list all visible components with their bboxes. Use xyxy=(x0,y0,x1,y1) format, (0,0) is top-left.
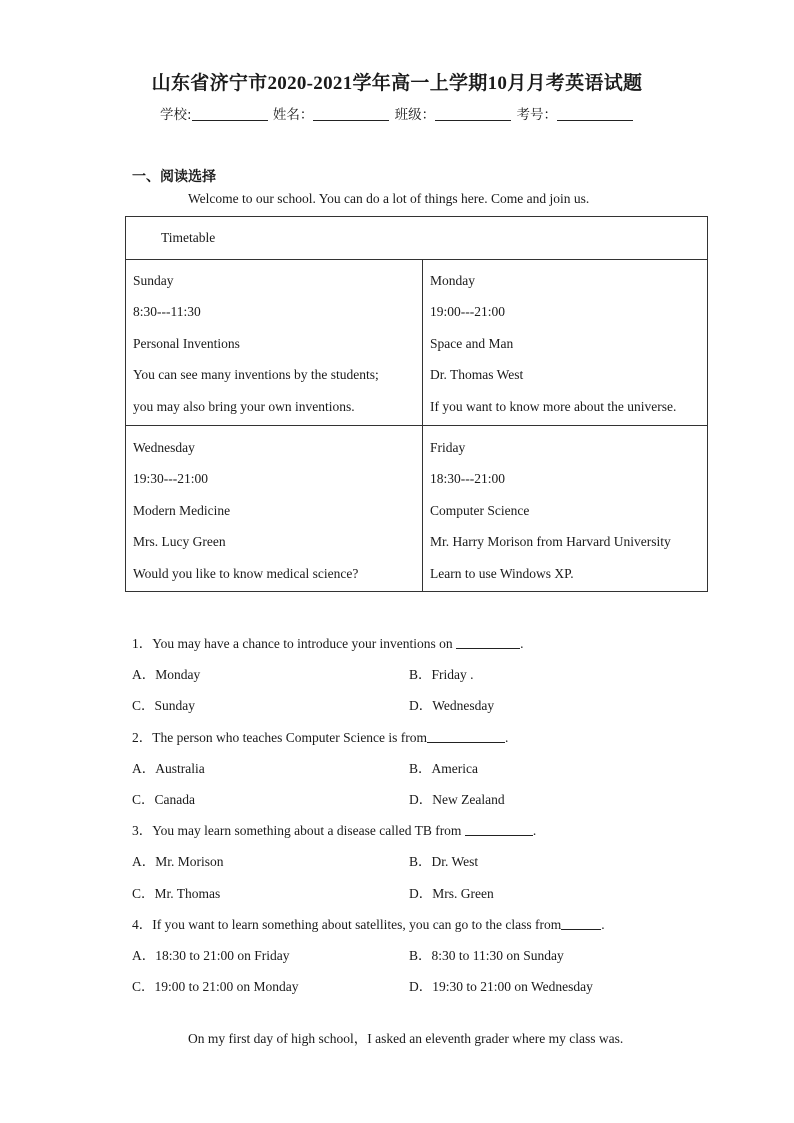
question-end: . xyxy=(520,636,524,651)
cell-line: Personal Inventions xyxy=(133,335,240,351)
name-blank[interactable] xyxy=(313,107,389,121)
cell-line: 19:00---21:00 xyxy=(430,304,505,320)
cell-line: you may also bring your own inventions. xyxy=(133,398,355,414)
question-stem xyxy=(132,726,508,746)
option-a[interactable]: A．Monday xyxy=(132,667,201,682)
option-b[interactable]: B．Friday . xyxy=(409,667,474,682)
school-label: 学校: xyxy=(160,107,192,123)
question-end: . xyxy=(505,730,509,745)
class-blank[interactable] xyxy=(435,107,511,121)
cell-line: Monday xyxy=(430,273,475,288)
timetable-heading: Timetable xyxy=(161,230,216,245)
passage-intro: Welcome to our school. You can do a lot of things here. Come and join us. xyxy=(188,191,590,206)
option-b[interactable]: B．Dr. West xyxy=(409,854,479,869)
timetable-cell-sunday xyxy=(133,270,379,427)
class-label: 班级： xyxy=(394,107,436,123)
option-d[interactable]: D．Mrs. Green xyxy=(409,886,494,901)
option-c[interactable]: C．Canada xyxy=(132,792,195,807)
cell-line: Dr. Thomas West xyxy=(430,367,524,383)
question-stem xyxy=(132,632,523,652)
answer-blank[interactable] xyxy=(561,917,601,930)
cell-line: Would you like to know medical science? xyxy=(133,565,359,581)
page-title: 山东省济宁市2020-2021学年高一上学期10月月考英语试题 xyxy=(151,73,643,94)
question-stem xyxy=(132,819,536,839)
cell-line: Mrs. Lucy Green xyxy=(133,534,226,550)
cell-line: Friday xyxy=(430,440,466,455)
option-a[interactable]: A．18:30 to 21:00 on Friday xyxy=(132,948,290,963)
option-c[interactable]: C．Sunday xyxy=(132,698,196,713)
cell-line: You can see many inventions by the students; xyxy=(133,367,379,383)
timetable xyxy=(125,216,708,592)
question-end: . xyxy=(601,917,605,932)
cell-line: Wednesday xyxy=(133,440,195,455)
answer-blank[interactable] xyxy=(427,730,505,743)
timetable-cell-wednesday xyxy=(133,437,358,594)
option-d[interactable]: D．New Zealand xyxy=(409,792,505,807)
question-text: 3．You may learn something about a disease called TB from xyxy=(132,823,462,838)
school-blank[interactable] xyxy=(192,107,268,121)
cell-line: 18:30---21:00 xyxy=(430,471,505,487)
option-c[interactable]: C．19:00 to 21:00 on Monday xyxy=(132,979,299,994)
option-b[interactable]: B．America xyxy=(409,761,478,776)
section-heading: 一、阅读选择 xyxy=(132,169,216,185)
option-d[interactable]: D．19:30 to 21:00 on Wednesday xyxy=(409,979,593,994)
next-passage-first-line: On my first day of high school，I asked an eleventh grader where my class was. xyxy=(188,1031,624,1046)
number-blank[interactable] xyxy=(557,107,633,121)
option-c[interactable]: C．Mr. Thomas xyxy=(132,886,221,901)
cell-line: Sunday xyxy=(133,273,174,288)
timetable-cell-friday xyxy=(430,437,671,594)
answer-blank[interactable] xyxy=(456,636,520,649)
cell-line: Modern Medicine xyxy=(133,502,231,518)
cell-line: Mr. Harry Morison from Harvard University xyxy=(430,534,671,550)
student-info-line xyxy=(160,103,634,123)
answer-blank[interactable] xyxy=(465,823,533,836)
timetable-column-divider xyxy=(422,259,423,592)
timetable-cell-monday xyxy=(430,270,676,427)
option-b[interactable]: B．8:30 to 11:30 on Sunday xyxy=(409,948,564,963)
question-text: 2．The person who teaches Computer Science is from xyxy=(132,730,428,745)
question-end: . xyxy=(532,823,537,838)
cell-line: Learn to use Windows XP. xyxy=(430,565,574,581)
cell-line: 8:30---11:30 xyxy=(133,304,201,320)
cell-line: Space and Man xyxy=(430,335,514,351)
option-a[interactable]: A．Mr. Morison xyxy=(132,854,224,869)
option-a[interactable]: A．Australia xyxy=(132,761,205,776)
cell-line: 19:30---21:00 xyxy=(133,471,208,487)
question-text: 4．If you want to learn something about satellites, you can go to the class from xyxy=(132,917,562,932)
name-label: 姓名： xyxy=(272,107,314,123)
option-d[interactable]: D．Wednesday xyxy=(409,698,495,713)
timetable-divider xyxy=(126,259,707,260)
cell-line: If you want to know more about the universe. xyxy=(430,398,677,414)
question-text: 1．You may have a chance to introduce your inventions on xyxy=(132,636,453,651)
number-label: 考号： xyxy=(516,107,557,123)
cell-line: Computer Science xyxy=(430,502,530,518)
question-stem xyxy=(132,913,605,933)
